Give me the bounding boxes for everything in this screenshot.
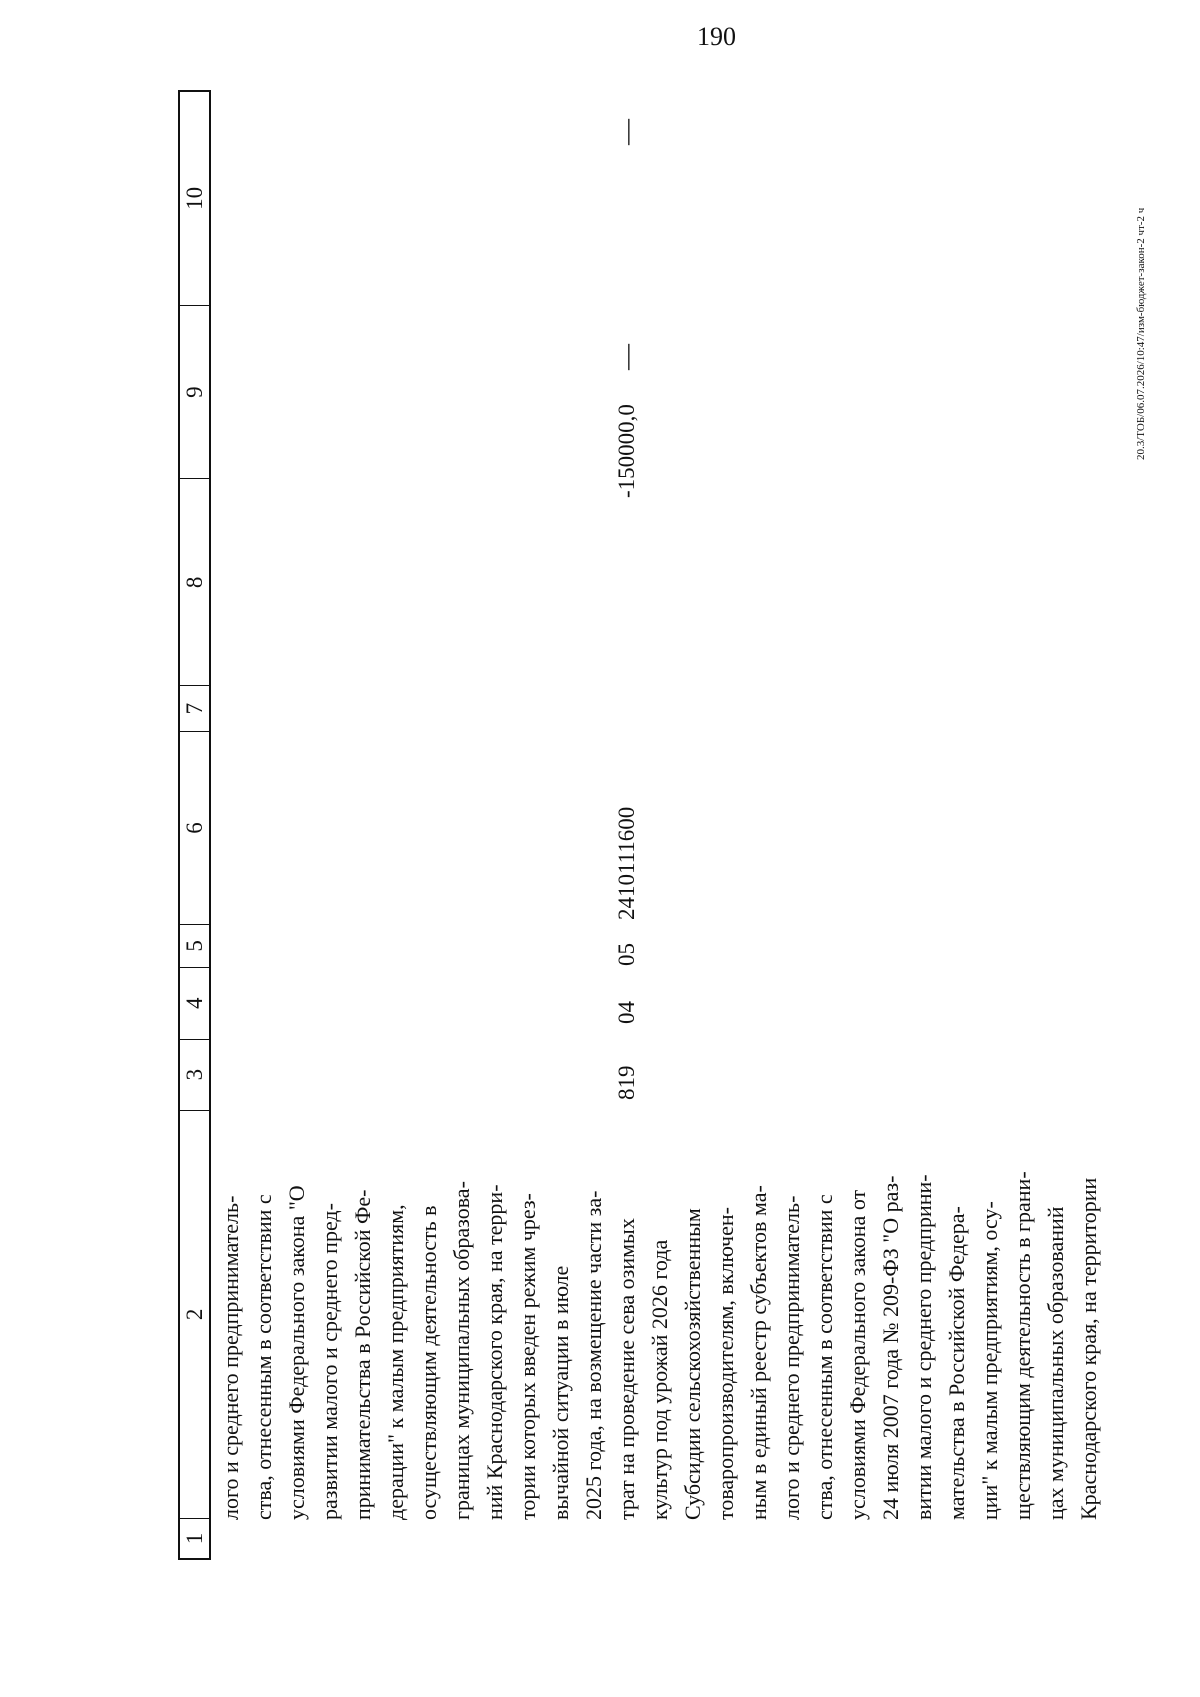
description-line: вычайной ситуации в июле: [548, 1265, 573, 1520]
description-line: мательства в Российской Федера-: [944, 1206, 969, 1520]
description-line: Краснодарского края, на территории: [1076, 1177, 1101, 1520]
cell-subsection: 05: [614, 943, 639, 966]
description-line: товаропроизводителям, включен-: [713, 1207, 738, 1520]
cell-ministry-code: 819: [614, 1065, 639, 1100]
description-line: лого и среднего предприниматель-: [779, 1195, 804, 1520]
description-line: Субсидии сельскохозяйственным: [680, 1208, 705, 1520]
description-line: витии малого и среднего предприни-: [911, 1174, 936, 1520]
description-line: лого и среднего предприниматель-: [218, 1195, 243, 1520]
table-header-row: [178, 90, 211, 1560]
column-header-5: 5: [180, 924, 209, 967]
description-line: границах муниципальных образова-: [449, 1181, 474, 1520]
description-line: трат на проведение сева озимых: [614, 1218, 639, 1520]
column-header-6: 6: [180, 731, 209, 924]
cell-amount-2027: —: [612, 119, 641, 145]
description-line: условиями Федерального закона "О: [284, 1185, 309, 1520]
column-header-7: 7: [180, 685, 209, 731]
description-line: ществляющим деятельность в грани-: [1010, 1171, 1035, 1520]
description-line: развитии малого и среднего пред-: [317, 1203, 342, 1520]
description-line: ства, отнесенным в соответствии с: [812, 1194, 837, 1520]
column-header-9: 9: [180, 305, 209, 479]
description-line: 24 июля 2007 года № 209-ФЗ "О раз-: [878, 1175, 903, 1520]
column-header-4: 4: [180, 967, 209, 1039]
cell-target-article: 2410111600: [614, 806, 639, 920]
column-header-10: 10: [182, 186, 207, 210]
description-line: тории которых введен режим чрез-: [515, 1193, 540, 1520]
column-header-1: 1: [180, 1518, 209, 1558]
description-line: цах муниципальных образований: [1043, 1206, 1068, 1520]
row-description: [676, 1125, 1105, 1520]
column-header-8: 8: [180, 478, 209, 685]
description-line: ний Краснодарского края, на терри-: [482, 1184, 507, 1520]
description-line: ства, отнесенным в соответствии с: [251, 1194, 276, 1520]
cell-section: 04: [614, 1001, 639, 1024]
column-header-2: 2: [180, 1110, 209, 1518]
cell-amount: -150000,0: [614, 404, 639, 498]
cell-amount-2026: —: [612, 344, 641, 370]
row-description: [214, 1125, 676, 1520]
description-line: ным в единый реестр субъектов ма-: [746, 1185, 771, 1520]
document-footer-code: 20.3/ТОБ/06.07.2026/10:47/изм-бюджет-закон-2 чт-2 ч: [1135, 207, 1147, 460]
column-header-3: 3: [180, 1039, 209, 1110]
page-number: 190: [697, 22, 736, 51]
description-line: культур под урожай 2026 года: [647, 1239, 672, 1520]
description-line: ции" к малым предприятиям, осу-: [977, 1201, 1002, 1520]
description-line: осуществляющим деятельность в: [416, 1205, 441, 1520]
description-line: 2025 года, на возмещение части за-: [581, 1190, 606, 1520]
rotated-table: [178, 90, 1101, 1560]
description-line: условиями Федерального закона от: [845, 1189, 870, 1520]
description-line: принимательства в Российской Фе-: [350, 1189, 375, 1520]
description-line: дерации" к малым предприятиям,: [383, 1204, 408, 1520]
